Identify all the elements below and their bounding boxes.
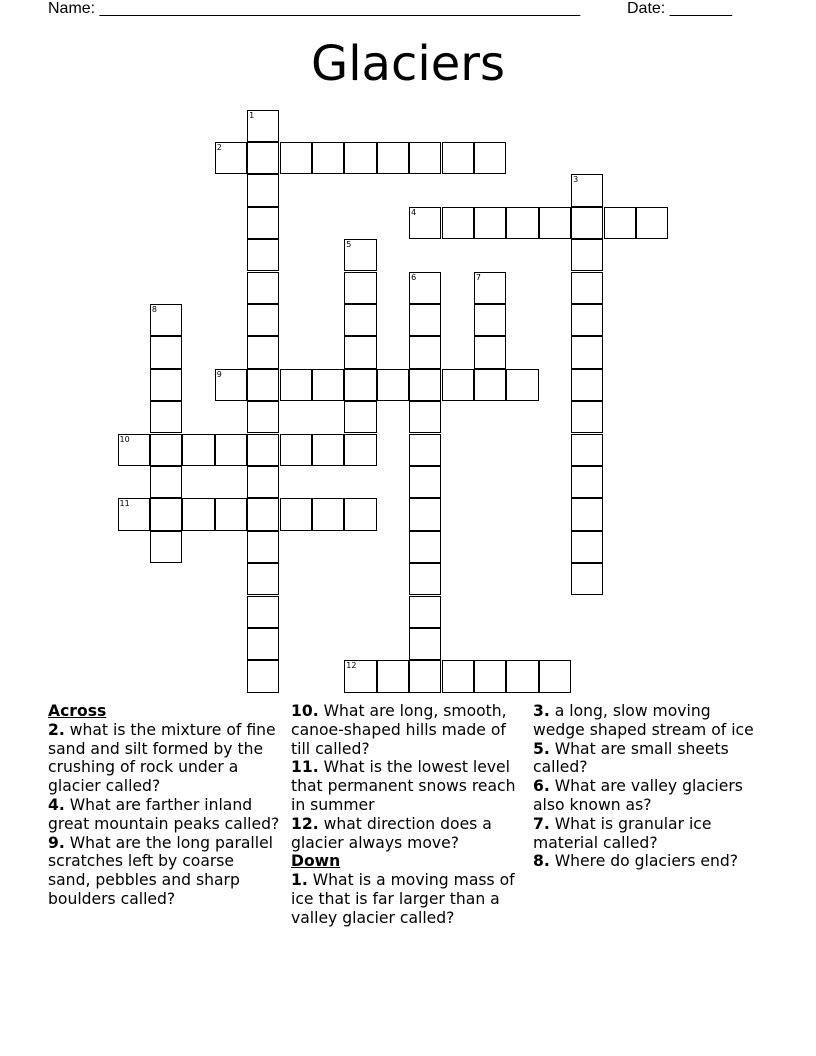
clue-down-3: 3. a long, slow moving wedge shaped stream of ice [533,702,754,739]
grid-cell[interactable] [150,336,182,368]
grid-cell[interactable] [506,369,538,401]
grid-cell[interactable] [150,369,182,401]
grid-cell[interactable] [409,660,441,692]
grid-cell[interactable] [280,369,312,401]
grid-cell[interactable] [377,142,409,174]
grid-cell[interactable] [409,563,441,595]
clue-across-4: 4. What are farther inland great mountain peaks called? [48,795,280,833]
clue-number-7: 7 [475,272,481,282]
grid-cell[interactable] [247,304,279,336]
grid-cell[interactable] [409,498,441,530]
grid-cell[interactable] [409,531,441,563]
grid-cell[interactable] [247,434,279,466]
clue-number-3: 3 [573,175,579,185]
clue-number-1: 1 [249,110,255,120]
grid-cell[interactable] [506,207,538,239]
grid-cell[interactable] [247,239,279,271]
grid-cell[interactable] [474,336,506,368]
grid-cell[interactable] [571,336,603,368]
across-heading: Across [48,702,107,720]
clue-down-5: 5. What are small sheets called? [533,739,729,777]
grid-cell[interactable] [312,142,344,174]
grid-cell[interactable] [247,401,279,433]
grid-cell[interactable] [571,369,603,401]
clue-number-4: 4 [411,207,417,217]
grid-cell[interactable] [474,207,506,239]
grid-cell[interactable] [442,369,474,401]
grid-cell[interactable] [344,142,376,174]
grid-cell[interactable] [571,498,603,530]
clue-down-7: 7. What is granular ice material called? [533,814,712,852]
grid-cell[interactable] [247,207,279,239]
grid-cell[interactable] [247,174,279,206]
grid-cell[interactable] [442,207,474,239]
grid-cell[interactable] [571,239,603,271]
clue-number-8: 8 [151,304,157,314]
grid-cell[interactable] [312,434,344,466]
grid-cell[interactable] [409,304,441,336]
clue-number-5: 5 [346,240,352,250]
grid-cell[interactable] [344,336,376,368]
clue-across-11: 11. What is the lowest level that permanent snows reach in summer [291,758,516,814]
grid-cell[interactable] [409,142,441,174]
grid-cell[interactable] [442,660,474,692]
down-heading: Down [291,852,341,871]
grid-cell[interactable] [344,272,376,304]
grid-cell[interactable] [344,369,376,401]
clue-column-2 [291,702,523,928]
grid-cell[interactable] [312,369,344,401]
grid-cell[interactable] [474,142,506,174]
grid-cell[interactable] [571,434,603,466]
grid-cell[interactable] [150,466,182,498]
grid-cell[interactable] [344,304,376,336]
grid-cell[interactable] [409,369,441,401]
grid-cell[interactable] [604,207,636,239]
grid-cell[interactable] [182,498,214,530]
grid-cell[interactable] [344,401,376,433]
grid-cell[interactable] [571,304,603,336]
clue-column-3 [533,702,765,871]
grid-cell[interactable] [247,531,279,563]
grid-cell[interactable] [571,272,603,304]
grid-cell[interactable] [247,369,279,401]
name-label: Name: ______________________________________________________ [48,0,581,17]
grid-cell[interactable] [247,596,279,628]
date-label: Date: _______ [627,0,732,17]
grid-cell[interactable] [377,369,409,401]
grid-cell[interactable] [409,596,441,628]
grid-cell[interactable] [409,434,441,466]
grid-cell[interactable] [474,660,506,692]
grid-cell[interactable] [247,498,279,530]
grid-cell[interactable] [215,434,247,466]
grid-cell[interactable] [247,563,279,595]
grid-cell[interactable] [409,466,441,498]
grid-cell[interactable] [571,401,603,433]
grid-cell[interactable] [150,401,182,433]
clue-number-10: 10 [119,434,130,444]
page-title: Glaciers [311,36,505,92]
grid-cell[interactable] [344,434,376,466]
clue-across-12: 12. what direction does a glacier always move? [291,814,492,852]
clue-across-10: 10. What are long, smooth, canoe-shaped hills made of till called? [291,702,507,758]
grid-cell[interactable] [280,434,312,466]
grid-cell[interactable] [539,207,571,239]
grid-cell[interactable] [344,498,376,530]
grid-cell[interactable] [539,660,571,692]
grid-cell[interactable] [377,660,409,692]
grid-cell[interactable] [571,531,603,563]
grid-cell[interactable] [247,628,279,660]
grid-cell[interactable] [247,142,279,174]
clue-across-9: 9. What are the long parallel scratches left by coarse sand, pebbles and sharp boulders called? [48,833,274,908]
grid-cell[interactable] [280,142,312,174]
clue-number-12: 12 [346,661,357,671]
grid-cell[interactable] [571,563,603,595]
grid-cell[interactable] [182,434,214,466]
grid-cell[interactable] [247,272,279,304]
grid-cell[interactable] [150,531,182,563]
grid-cell[interactable] [474,369,506,401]
grid-cell[interactable] [442,142,474,174]
grid-cell[interactable] [506,660,538,692]
grid-cell[interactable] [409,628,441,660]
grid-cell[interactable] [474,304,506,336]
grid-cell[interactable] [150,498,182,530]
clue-down-8: 8. Where do glaciers end? [533,852,739,871]
grid-cell[interactable] [247,336,279,368]
clue-number-2: 2 [216,142,222,152]
grid-cell[interactable] [247,466,279,498]
grid-cell[interactable] [215,498,247,530]
grid-cell[interactable] [280,498,312,530]
grid-cell[interactable] [150,434,182,466]
clue-number-9: 9 [216,369,222,379]
grid-cell[interactable] [247,660,279,692]
grid-cell[interactable] [409,336,441,368]
clue-down-1: 1. What is a moving mass of ice that is far larger than a valley glacier called? [291,871,515,927]
clue-down-6: 6. What are valley glaciers also known as? [533,777,743,814]
clue-number-11: 11 [119,499,130,509]
clue-column-1 [48,702,280,909]
grid-cell[interactable] [409,401,441,433]
grid-cell[interactable] [571,207,603,239]
grid-cell[interactable] [636,207,668,239]
clue-across-2: 2. what is the mixture of fine sand and silt formed by the crushing of rock under a glacier called? [48,720,276,796]
clue-number-6: 6 [411,272,417,282]
grid-cell[interactable] [312,498,344,530]
grid-cell[interactable] [571,466,603,498]
